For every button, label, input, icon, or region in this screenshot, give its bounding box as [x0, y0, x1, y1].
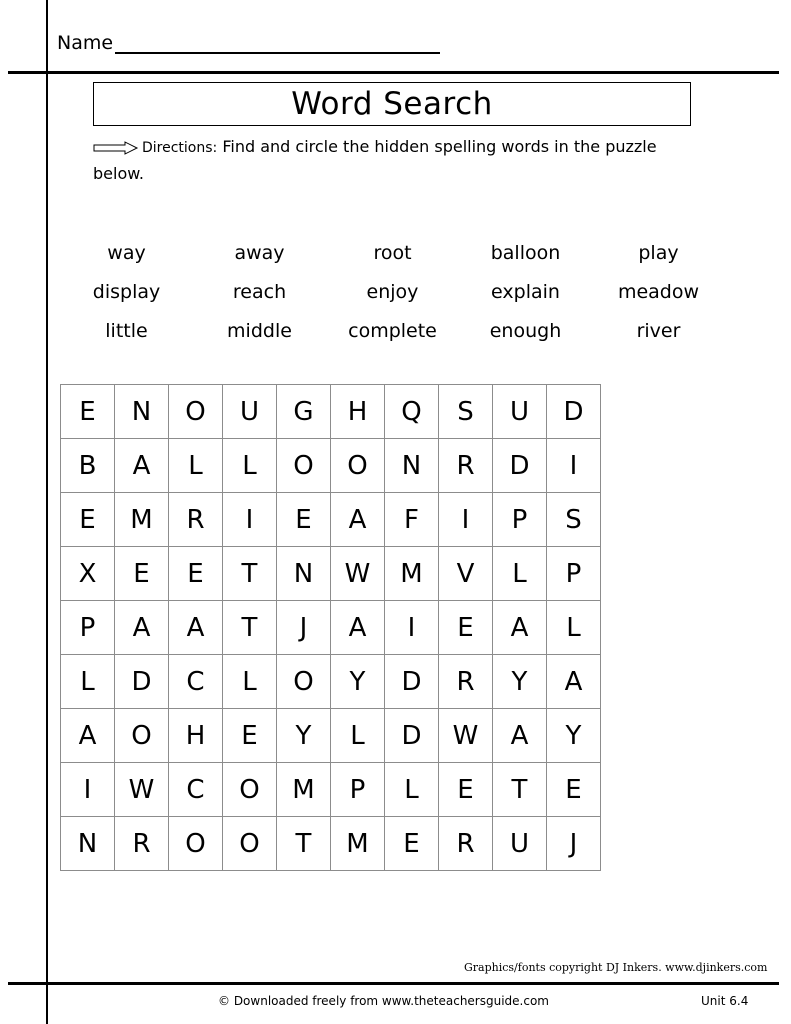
spelling-word: explain — [491, 280, 560, 303]
arrow-right-icon — [93, 141, 139, 155]
grid-letter[interactable]: I — [61, 763, 115, 817]
grid-letter[interactable]: A — [331, 493, 385, 547]
grid-letter[interactable]: E — [277, 493, 331, 547]
word-row — [60, 272, 725, 311]
grid-letter[interactable]: R — [115, 817, 169, 871]
grid-letter[interactable]: I — [385, 601, 439, 655]
footer-source: © Downloaded freely from www.theteachersguide.com — [218, 994, 549, 1008]
grid-letter[interactable]: N — [115, 385, 169, 439]
grid-row — [61, 439, 601, 493]
grid-letter[interactable]: W — [331, 547, 385, 601]
grid-letter[interactable]: D — [493, 439, 547, 493]
grid-letter[interactable]: T — [223, 547, 277, 601]
grid-row — [61, 817, 601, 871]
grid-letter[interactable]: Q — [385, 385, 439, 439]
grid-row — [61, 493, 601, 547]
grid-letter[interactable]: E — [61, 493, 115, 547]
spelling-word: enough — [489, 319, 562, 342]
grid-letter[interactable]: Y — [493, 655, 547, 709]
grid-letter[interactable]: N — [61, 817, 115, 871]
grid-letter[interactable]: E — [169, 547, 223, 601]
grid-letter[interactable]: L — [385, 763, 439, 817]
grid-letter[interactable]: E — [547, 763, 601, 817]
grid-letter[interactable]: U — [493, 385, 547, 439]
grid-letter[interactable]: F — [385, 493, 439, 547]
grid-letter[interactable]: O — [277, 655, 331, 709]
grid-letter[interactable]: O — [223, 817, 277, 871]
grid-row — [61, 547, 601, 601]
grid-letter[interactable]: M — [331, 817, 385, 871]
word-search-grid — [60, 384, 601, 871]
margin-line-vertical — [46, 0, 48, 1024]
grid-letter[interactable]: T — [277, 817, 331, 871]
grid-letter[interactable]: A — [115, 439, 169, 493]
grid-letter[interactable]: T — [223, 601, 277, 655]
grid-letter[interactable]: U — [223, 385, 277, 439]
grid-row — [61, 601, 601, 655]
grid-letter[interactable]: S — [439, 385, 493, 439]
grid-letter[interactable]: P — [331, 763, 385, 817]
grid-letter[interactable]: O — [169, 385, 223, 439]
grid-letter[interactable]: E — [439, 601, 493, 655]
grid-letter[interactable]: E — [115, 547, 169, 601]
spelling-word: away — [234, 241, 285, 264]
grid-letter[interactable]: A — [331, 601, 385, 655]
grid-letter[interactable]: A — [169, 601, 223, 655]
grid-letter[interactable]: Y — [277, 709, 331, 763]
grid-letter[interactable]: A — [547, 655, 601, 709]
grid-letter[interactable]: E — [385, 817, 439, 871]
grid-letter[interactable]: E — [223, 709, 277, 763]
spelling-word: meadow — [617, 280, 700, 303]
grid-letter[interactable]: O — [277, 439, 331, 493]
spelling-word: root — [373, 241, 412, 264]
grid-letter[interactable]: U — [493, 817, 547, 871]
grid-letter[interactable]: W — [439, 709, 493, 763]
grid-letter[interactable]: C — [169, 763, 223, 817]
grid-letter[interactable]: P — [493, 493, 547, 547]
grid-letter[interactable]: L — [331, 709, 385, 763]
grid-letter[interactable]: I — [223, 493, 277, 547]
grid-letter[interactable]: W — [115, 763, 169, 817]
page-title: Word Search — [93, 82, 691, 126]
grid-letter[interactable]: X — [61, 547, 115, 601]
grid-letter[interactable]: L — [493, 547, 547, 601]
grid-letter[interactable]: E — [61, 385, 115, 439]
grid-row — [61, 763, 601, 817]
grid-letter[interactable]: A — [115, 601, 169, 655]
grid-letter[interactable]: O — [169, 817, 223, 871]
grid-letter[interactable]: Y — [331, 655, 385, 709]
grid-letter[interactable]: L — [223, 655, 277, 709]
grid-letter[interactable]: C — [169, 655, 223, 709]
copyright-text: Graphics/fonts copyright DJ Inkers. www.djinkers.com — [464, 961, 768, 974]
spelling-word: enjoy — [366, 280, 419, 303]
grid-letter[interactable]: R — [439, 817, 493, 871]
spelling-word: balloon — [490, 241, 561, 264]
word-row — [60, 311, 725, 350]
spelling-word: river — [636, 319, 681, 342]
grid-letter[interactable]: Y — [547, 709, 601, 763]
grid-letter[interactable]: N — [385, 439, 439, 493]
grid-letter[interactable]: P — [61, 601, 115, 655]
grid-letter[interactable]: L — [547, 601, 601, 655]
grid-letter[interactable]: I — [439, 493, 493, 547]
header-rule — [8, 71, 779, 74]
grid-letter[interactable]: P — [547, 547, 601, 601]
spelling-word: play — [638, 241, 679, 264]
grid-letter[interactable]: M — [385, 547, 439, 601]
grid-letter[interactable]: M — [277, 763, 331, 817]
grid-letter[interactable]: E — [439, 763, 493, 817]
grid-letter[interactable]: A — [61, 709, 115, 763]
spelling-word: complete — [348, 319, 437, 342]
grid-letter[interactable]: O — [331, 439, 385, 493]
grid-letter[interactable]: D — [385, 709, 439, 763]
grid-letter[interactable]: I — [547, 439, 601, 493]
grid-letter[interactable]: H — [331, 385, 385, 439]
grid-letter[interactable]: J — [547, 817, 601, 871]
grid-letter[interactable]: L — [61, 655, 115, 709]
grid-row — [61, 709, 601, 763]
spelling-word: reach — [232, 280, 287, 303]
footer-unit: Unit 6.4 — [701, 994, 749, 1008]
word-list — [60, 233, 725, 350]
grid-letter[interactable]: L — [223, 439, 277, 493]
spelling-word: display — [92, 280, 161, 303]
grid-letter[interactable]: B — [61, 439, 115, 493]
grid-letter[interactable]: T — [493, 763, 547, 817]
directions-label: Directions: — [142, 140, 218, 156]
name-blank-line — [115, 34, 440, 54]
grid-letter[interactable]: D — [385, 655, 439, 709]
directions-text: Find and circle the hidden spelling words in the puzzle below. — [93, 137, 657, 183]
name-label: Name — [57, 32, 114, 54]
grid-letter[interactable]: H — [169, 709, 223, 763]
grid-letter[interactable]: D — [115, 655, 169, 709]
grid-letter[interactable]: O — [115, 709, 169, 763]
grid-letter[interactable]: O — [223, 763, 277, 817]
grid-letter[interactable]: G — [277, 385, 331, 439]
word-row — [60, 233, 725, 272]
grid-letter[interactable]: A — [493, 709, 547, 763]
grid-letter[interactable]: R — [439, 655, 493, 709]
spelling-word: way — [107, 241, 146, 264]
spelling-word: little — [105, 319, 148, 342]
grid-row — [61, 655, 601, 709]
footer-rule — [8, 982, 779, 985]
grid-letter[interactable]: N — [277, 547, 331, 601]
grid-row — [61, 385, 601, 439]
grid-letter[interactable]: A — [493, 601, 547, 655]
name-field — [57, 32, 440, 54]
grid-letter[interactable]: S — [547, 493, 601, 547]
grid-letter[interactable]: L — [169, 439, 223, 493]
grid-letter[interactable]: V — [439, 547, 493, 601]
grid-letter[interactable]: J — [277, 601, 331, 655]
grid-letter[interactable]: D — [547, 385, 601, 439]
grid-letter[interactable]: M — [115, 493, 169, 547]
directions — [93, 134, 703, 186]
spelling-word: middle — [227, 319, 292, 342]
grid-letter[interactable]: R — [169, 493, 223, 547]
grid-letter[interactable]: R — [439, 439, 493, 493]
